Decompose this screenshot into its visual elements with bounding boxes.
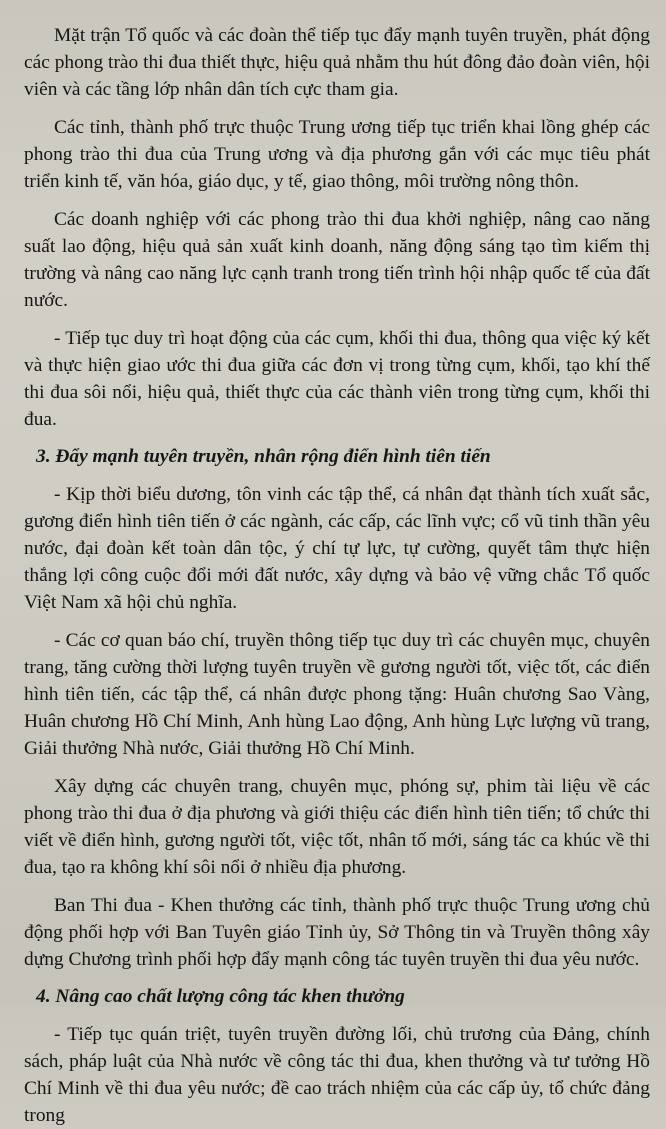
paragraph-bao-chi: - Các cơ quan báo chí, truyền thông tiếp tục duy trì các chuyên mục, chuyên trang, tăng cường thời lượng tuyên truyền về gương người tốt, việc tốt, các điển hình tiên tiến, các tập thể, cá nhân được phong tặng: Huân chương Sao Vàng, Huân chương Hồ Chí Minh, Anh hùng Lao động, Anh hùng Lực lượng vũ trang, Giải thưởng Nhà nước, Giải thưởng Hồ Chí Minh.: [24, 630, 650, 759]
paragraph-chuyen-trang: Xây dựng các chuyên trang, chuyên mục, phóng sự, phim tài liệu về các phong trào thi đua ở địa phương và giới thiệu các điển hình tiên tiến; tổ chức thi viết về điển hình, gương người tốt, việc tốt, nhân tố mới, sáng tác ca khúc về thi đua, tạo ra không khí sôi nổi ở nhiều địa phương.: [24, 776, 650, 878]
paragraph-mat-tran: Mặt trận Tổ quốc và các đoàn thể tiếp tục đẩy mạnh tuyên truyền, phát động các phong trào thi đua thiết thực, hiệu quả nhằm thu hút đông đảo đoàn viên, hội viên và các tầng lớp nhân dân tích cực tham gia.: [24, 25, 650, 100]
section-heading-4: 4. Nâng cao chất lượng công tác khen thưởng: [36, 986, 405, 1007]
paragraph-bieu-duong: - Kịp thời biểu dương, tôn vinh các tập thể, cá nhân đạt thành tích xuất sắc, gương điển hình tiên tiến ở các ngành, các cấp, các lĩnh vực; cổ vũ tinh thần yêu nước, đại đoàn kết toàn dân tộc, ý chí tự lực, tự cường, quyết tâm thực hiện thắng lợi công cuộc đổi mới đất nước, xây dựng và bảo vệ vững chắc Tổ quốc Việt Nam xã hội chủ nghĩa.: [24, 484, 650, 613]
paragraph-cac-tinh: Các tỉnh, thành phố trực thuộc Trung ương tiếp tục triển khai lồng ghép các phong trào thi đua của Trung ương và địa phương gắn với các mục tiêu phát triển kinh tế, văn hóa, giáo dục, y tế, giao thông, môi trường nông thôn.: [24, 117, 650, 192]
paragraph-cum-khoi: - Tiếp tục duy trì hoạt động của các cụm, khối thi đua, thông qua việc ký kết và thực hiện giao ước thi đua giữa các đơn vị trong từng cụm, khối, tạo khí thế thi đua sôi nổi, hiệu quả, thiết thực của các thành viên trong từng cụm, khối thi đua.: [24, 328, 650, 430]
paragraph-quan-triet: - Tiếp tục quán triệt, tuyên truyền đường lối, chủ trương của Đảng, chính sách, pháp luật của Nhà nước về công tác thi đua, khen thưởng và tư tưởng Hồ Chí Minh về thi đua yêu nước; đề cao trách nhiệm của các cấp ủy, tổ chức đảng trong: [24, 1024, 650, 1126]
paragraph-doanh-nghiep: Các doanh nghiệp với các phong trào thi đua khởi nghiệp, nâng cao năng suất lao động, hiệu quả sản xuất kinh doanh, năng động sáng tạo tìm kiếm thị trường và nâng cao năng lực cạnh tranh trong tiến trình hội nhập quốc tế của đất nước.: [24, 209, 650, 311]
paragraph-ban-thi-dua: Ban Thi đua - Khen thưởng các tỉnh, thành phố trực thuộc Trung ương chủ động phối hợp với Ban Tuyên giáo Tỉnh ủy, Sở Thông tin và Truyền thông xây dựng Chương trình phối hợp đẩy mạnh công tác tuyên truyền thi đua yêu nước.: [24, 895, 650, 970]
section-heading-3: 3. Đẩy mạnh tuyên truyền, nhân rộng điển hình tiên tiến: [36, 446, 491, 467]
